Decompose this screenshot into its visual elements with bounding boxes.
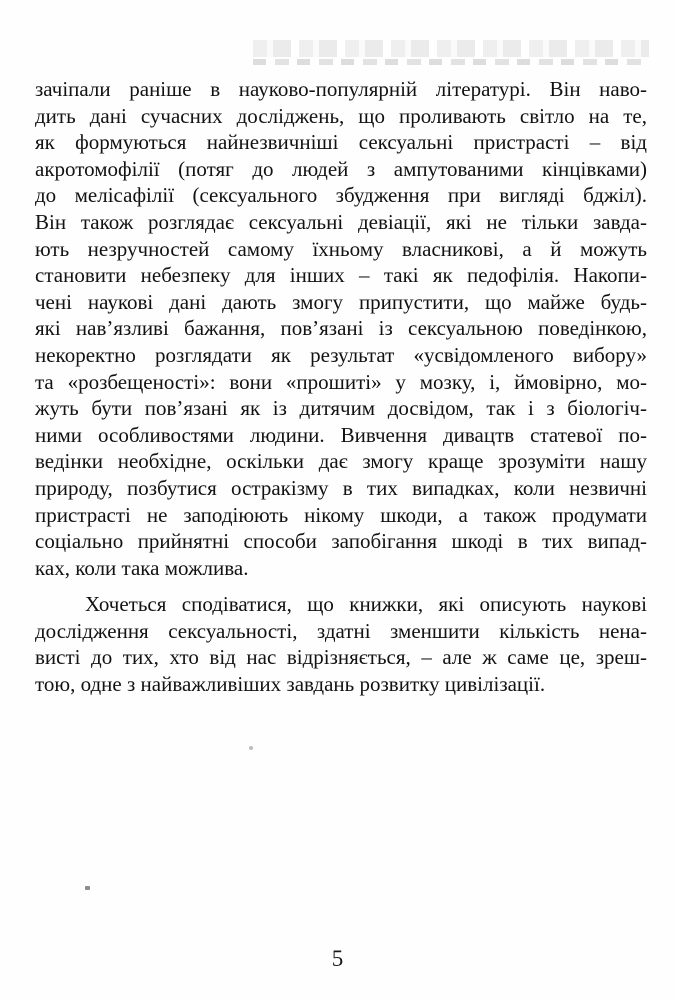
text-line: до мелісафілії (сексуального збудження при вигляді бджіл). (35, 183, 647, 208)
text-line: та «розбещеності»: вони «прошиті» у мозку, і, ймовірно, мо- (35, 369, 647, 394)
text-line: ють незручностей самому їхньому власникові, а й можуть (35, 236, 647, 261)
text-line: соціально прийнятні способи запобігання шкоді в тих випад- (35, 529, 647, 554)
text-line: тою, одне з найважливіших завдань розвитку цивілізації. (35, 672, 546, 697)
scan-speck (85, 886, 90, 890)
text-line: природу, позбутися остракізму в тих випадках, коли незвичні (35, 475, 647, 500)
text-line: висті до тих, хто від нас відрізняється, – але ж саме це, зреш- (35, 645, 647, 670)
text-line: жуть бути пов’язані як із дитячим досвідом, так і з біологіч- (35, 396, 647, 421)
body-text (35, 76, 647, 698)
text-line: які нав’язливі бажання, пов’язані із сексуальною поведінкою, (35, 316, 647, 341)
page-number: 5 (331, 946, 344, 971)
text-line: акротомофілії (потяг до людей з ампутованими кінцівками) (35, 156, 647, 181)
text-line: Він також розглядає сексуальні девіації, які не тільки завда- (35, 209, 647, 234)
paragraph (35, 76, 647, 581)
text-line: становити небезпеку для інших – такі як педофілія. Накопи- (35, 263, 647, 288)
text-line: ведінки необхідне, оскільки дає змогу краще зрозуміти нашу (35, 449, 647, 474)
paragraph (35, 591, 647, 697)
text-line: дослідження сексуальності, здатні зменшити кількість нена- (35, 618, 647, 643)
scan-artifact-faded-row (253, 40, 649, 57)
scan-artifact-strip (253, 40, 649, 67)
text-line: дить дані сучасних досліджень, що проливають світло на те, (35, 103, 647, 128)
text-line: ках, коли така можлива. (35, 555, 249, 580)
text-line: чені наукові дані дають змогу припустити, що майже будь- (35, 289, 647, 314)
text-line: пристрасті не заподіюють нікому шкоди, а також продумати (35, 502, 647, 527)
scan-artifact-dashes (253, 59, 649, 65)
scan-speck (249, 746, 253, 750)
text-line: як формуються найнезвичніші сексуальні пристрасті – від (35, 130, 647, 155)
text-line: Хочеться сподіватися, що книжки, які описують наукові (85, 592, 647, 617)
text-line: ними особливостями людини. Вивчення дивацтв статевої по- (35, 422, 647, 447)
text-line: зачіпали раніше в науково-популярній літературі. Він наво- (35, 77, 647, 101)
text-line: некоректно розглядати як результат «усвідомленого вибору» (35, 342, 647, 367)
